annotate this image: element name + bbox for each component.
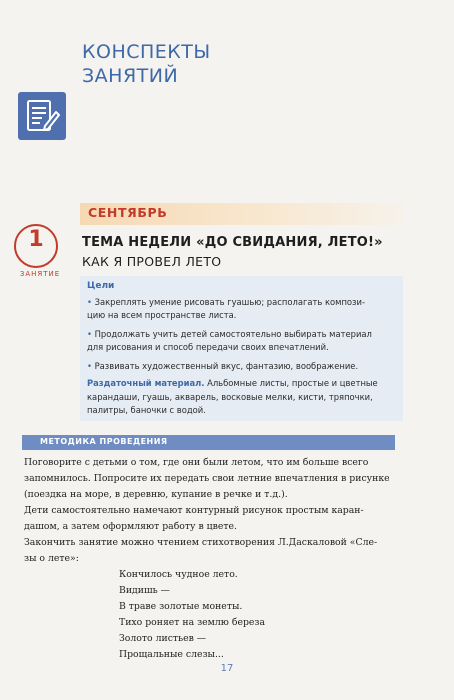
goal-line bbox=[87, 341, 402, 354]
topic-subtitle: КАК Я ПРОВЕЛ ЛЕТО bbox=[82, 254, 222, 269]
bullet: • bbox=[87, 329, 92, 339]
body-line: запомнилось. Попросите их передать свои летние впечатления в рисунке bbox=[24, 473, 390, 484]
section-title-line1: КОНСПЕКТЫ bbox=[82, 41, 211, 63]
body-line: Поговорите с детьми о том, где они были летом, что им больше всего bbox=[24, 457, 369, 468]
body-line: дашом, а затем оформляют работу в цвете. bbox=[24, 521, 237, 532]
goal-line bbox=[87, 296, 402, 309]
body-line: Дети самостоятельно намечают контурный рисунок простым каран- bbox=[24, 505, 364, 516]
poem-line: Золото листьев — bbox=[119, 633, 207, 644]
goals-heading: Цели bbox=[87, 281, 115, 291]
bullet: • bbox=[87, 297, 92, 307]
handout-line bbox=[87, 404, 402, 417]
lesson-number: 1 bbox=[28, 227, 44, 252]
methodology-label: МЕТОДИКА ПРОВЕДЕНИЯ bbox=[40, 437, 168, 446]
poem-line: Видишь — bbox=[119, 585, 170, 596]
poem-line: Тихо роняет на землю береза bbox=[119, 617, 266, 628]
section-title-line2: ЗАНЯТИЙ bbox=[82, 65, 179, 87]
handout-label: Раздаточный материал. bbox=[87, 378, 205, 388]
section-title bbox=[82, 40, 382, 88]
goal-text: Продолжать учить детей самостоятельно выбирать материал bbox=[94, 329, 372, 339]
lesson-word: ЗАНЯТИЕ bbox=[19, 270, 61, 278]
poem-line: Прощальные слезы... bbox=[119, 649, 224, 660]
month-label: СЕНТЯБРЬ bbox=[88, 205, 168, 220]
handout-text: карандаши, гуашь, акварель, восковые мелки, кисти, тряпочки, bbox=[87, 392, 373, 402]
handout-text: Альбомные листы, простые и цветные bbox=[204, 378, 378, 388]
page-number: 17 bbox=[220, 663, 234, 674]
goal-line bbox=[87, 309, 402, 322]
handout-line bbox=[87, 377, 402, 390]
body-line: Закончить занятие можно чтением стихотворения Л.Даскаловой «Сле- bbox=[24, 537, 378, 548]
goal-text: цию на всем пространстве листа. bbox=[87, 310, 237, 320]
notes-with-pencil-icon bbox=[18, 92, 66, 140]
body-line: (поездка на море, в деревню, купание в речке и т.д.). bbox=[24, 489, 288, 500]
poem-line: Кончилось чудное лето. bbox=[119, 569, 238, 580]
topic-title: ТЕМА НЕДЕЛИ «ДО СВИДАНИЯ, ЛЕТО!» bbox=[82, 235, 383, 250]
poem-line: В траве золотые монеты. bbox=[119, 601, 243, 612]
body-line: зы о лете»: bbox=[24, 553, 79, 564]
handout-text: палитры, баночки с водой. bbox=[87, 405, 206, 415]
goal-text: Развивать художественный вкус, фантазию, воображение. bbox=[94, 361, 359, 371]
bullet: • bbox=[87, 361, 92, 371]
goal-text: Закреплять умение рисовать гуашью; располагать компози- bbox=[94, 297, 365, 307]
handout-line bbox=[87, 391, 402, 404]
goal-line bbox=[87, 360, 402, 373]
goal-line bbox=[87, 328, 402, 341]
goal-text: для рисования и способ передачи своих впечатлений. bbox=[87, 342, 329, 352]
